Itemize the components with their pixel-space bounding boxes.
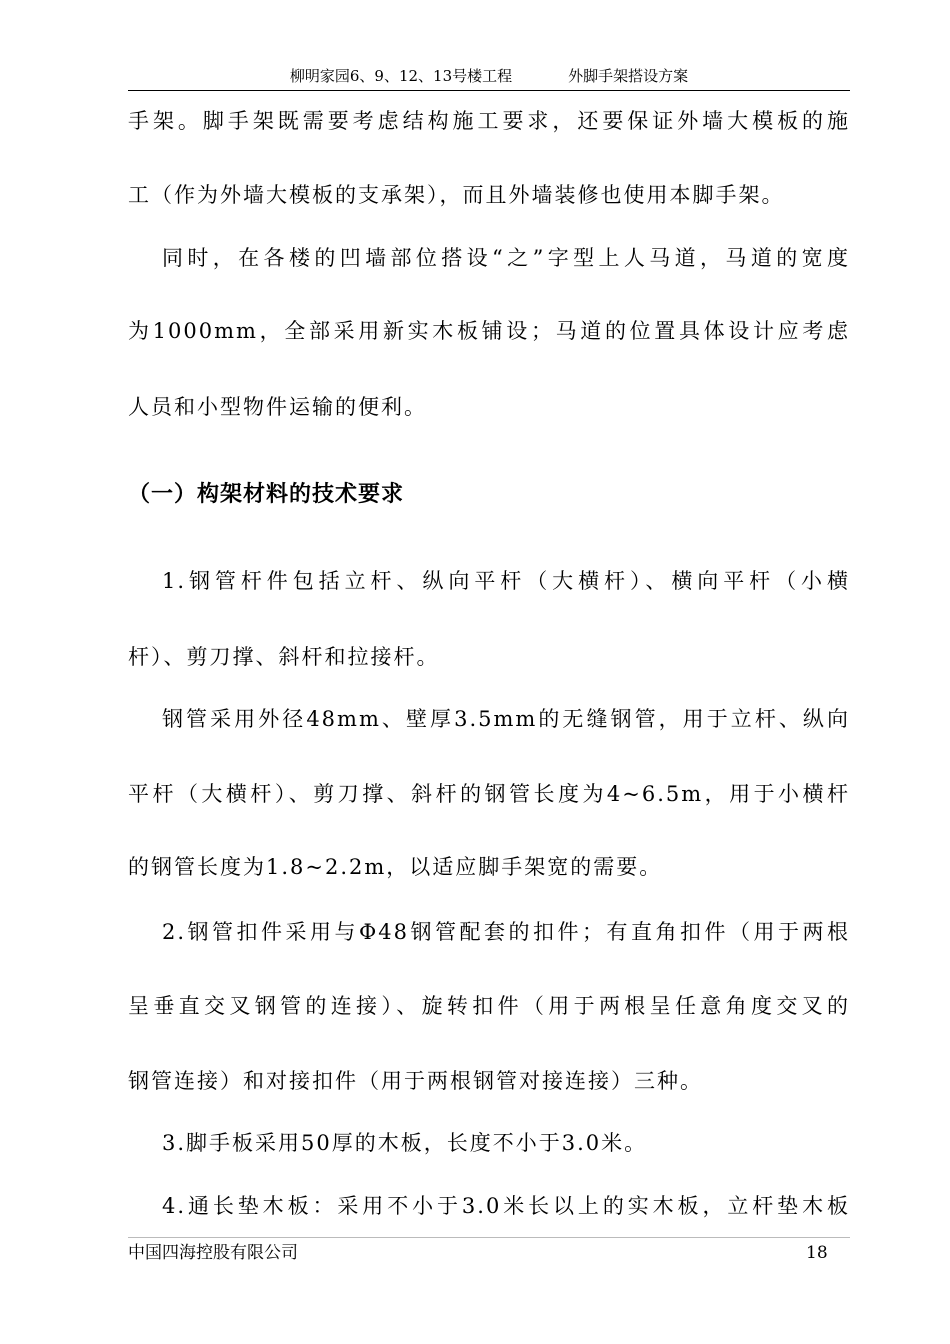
footer-company-name: 中国四海控股有限公司 — [128, 1243, 298, 1263]
page-header — [128, 66, 850, 91]
body-line-6: 1.钢管杆件包括立杆、纵向平杆（大横杆）、横向平杆（小横 — [162, 569, 850, 593]
body-line-1: 手架。脚手架既需要考虑结构施工要求，还要保证外墙大模板的施 — [128, 109, 850, 133]
body-line-9: 平杆（大横杆）、剪刀撑、斜杆的钢管长度为4~6.5m，用于小横杆 — [128, 782, 850, 806]
footer-divider — [128, 1237, 850, 1238]
footer-page-number: 18 — [806, 1243, 828, 1263]
body-line-12: 呈垂直交叉钢管的连接）、旋转扣件（用于两根呈任意角度交叉的 — [128, 994, 850, 1018]
body-line-11: 2.钢管扣件采用与Φ48钢管配套的扣件；有直角扣件（用于两根 — [162, 920, 850, 944]
body-line-3: 同时，在各楼的凹墙部位搭设“之”字型上人马道，马道的宽度 — [162, 246, 850, 270]
body-line-5: 人员和小型物件运输的便利。 — [128, 395, 427, 419]
section-heading: （一）构架材料的技术要求 — [128, 481, 405, 507]
header-project-name: 柳明家园6、9、12、13号楼工程 — [289, 67, 513, 85]
body-line-14: 3.脚手板采用50厚的木板，长度不小于3.0米。 — [162, 1131, 648, 1155]
body-line-2: 工（作为外墙大模板的支承架），而且外墙装修也使用本脚手架。 — [128, 183, 785, 207]
body-line-7: 杆）、剪刀撑、斜杆和拉接杆。 — [128, 645, 440, 669]
body-line-10: 的钢管长度为1.8~2.2m，以适应脚手架宽的需要。 — [128, 855, 663, 879]
body-line-13: 钢管连接）和对接扣件（用于两根钢管对接连接）三种。 — [128, 1069, 703, 1093]
body-line-15: 4.通长垫木板：采用不小于3.0米长以上的实木板，立杆垫木板 — [162, 1194, 850, 1218]
body-line-4: 为1000mm，全部采用新实木板铺设；马道的位置具体设计应考虑 — [128, 319, 850, 343]
body-line-8: 钢管采用外径48mm、壁厚3.5mm的无缝钢管，用于立杆、纵向 — [162, 707, 850, 731]
header-document-title: 外脚手架搭设方案 — [568, 67, 689, 85]
